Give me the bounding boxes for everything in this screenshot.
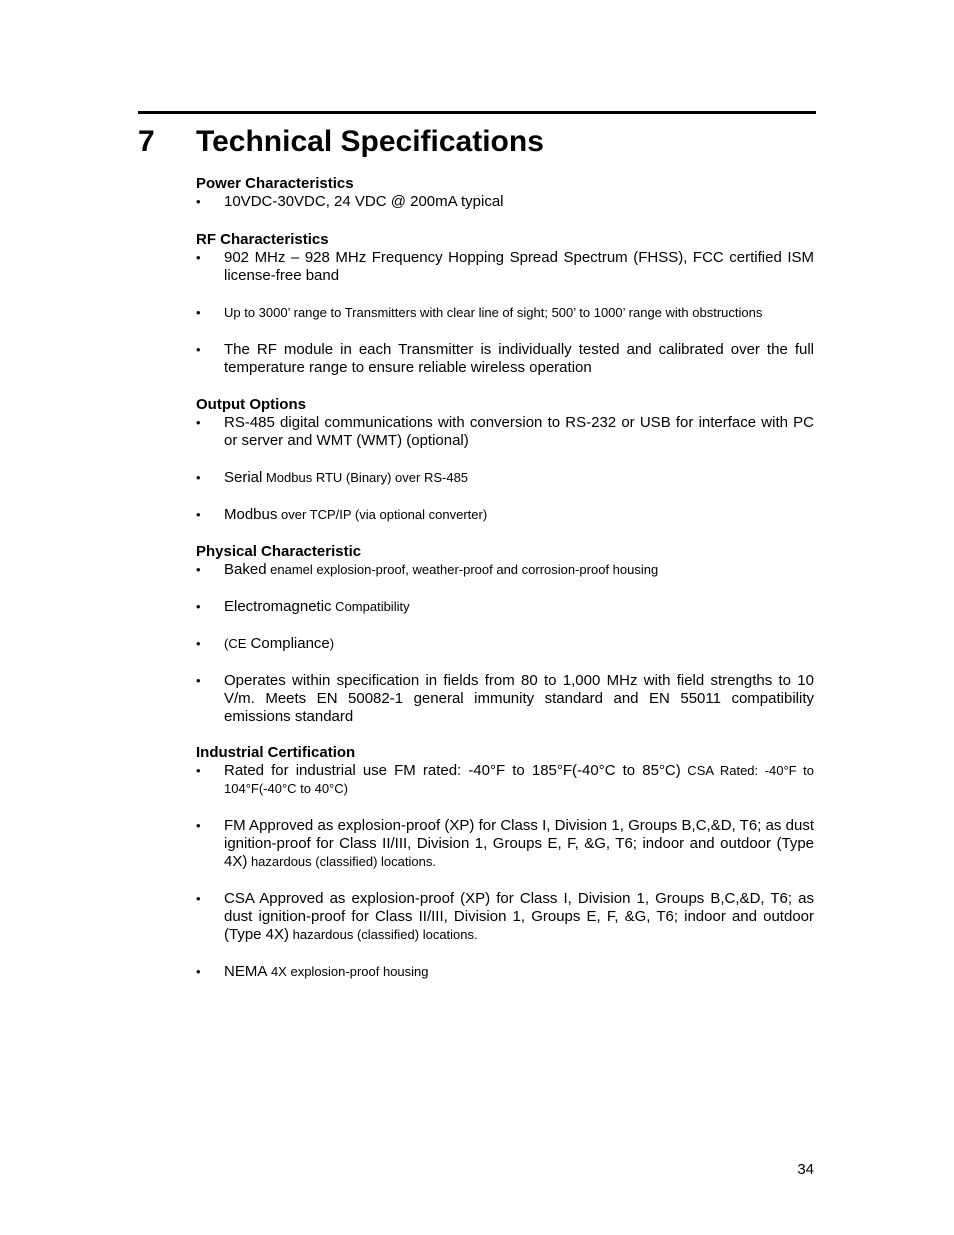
page-number: 34 bbox=[797, 1161, 814, 1178]
item-text: Modbus bbox=[224, 506, 278, 523]
item-text: 902 MHz – 928 MHz Frequency Hopping Spread Spectrum (FHSS), FCC certified ISM license-free band bbox=[224, 249, 814, 284]
chapter-number: 7 bbox=[138, 125, 155, 158]
bullet-icon: • bbox=[196, 636, 201, 651]
chapter-title: Technical Specifications bbox=[196, 125, 544, 158]
section-heading: RF Characteristics bbox=[196, 231, 329, 248]
section-heading: Industrial Certification bbox=[196, 744, 356, 761]
item-text: NEMA bbox=[224, 963, 268, 980]
section-physical bbox=[196, 543, 814, 726]
bullet-icon: • bbox=[196, 599, 201, 614]
list-item bbox=[196, 635, 814, 653]
list-item bbox=[196, 414, 814, 450]
bullet-list bbox=[196, 193, 814, 211]
section-industrial bbox=[196, 744, 814, 981]
list-item bbox=[196, 193, 814, 211]
bullet-icon: • bbox=[196, 818, 201, 833]
bullet-list bbox=[196, 249, 814, 377]
list-item bbox=[196, 341, 814, 377]
list-item bbox=[196, 598, 814, 616]
bullet-icon: • bbox=[196, 562, 201, 577]
item-text-small: hazardous (classified) locations. bbox=[247, 854, 436, 869]
list-item bbox=[196, 672, 814, 726]
item-text-small: enamel explosion-proof, weather-proof and corrosion-proof housing bbox=[266, 562, 659, 577]
item-text: 10VDC-30VDC, 24 VDC @ 200mA typical bbox=[224, 193, 504, 210]
section-rf bbox=[196, 231, 814, 377]
section-heading: Output Options bbox=[196, 396, 306, 413]
bullet-icon: • bbox=[196, 507, 201, 522]
item-text: Operates within specification in fields from 80 to 1,000 MHz with field strengths to 10 V/m. Meets EN 50082-1 general immunity standard and EN 55011 compatibility emissions standard bbox=[224, 672, 814, 725]
list-item bbox=[196, 762, 814, 798]
list-item bbox=[196, 817, 814, 871]
item-text: CSA Approved as explosion-proof (XP) for Class I, Division 1, Groups B,C,&D, T6; as dust ignition-proof for Class II/III, Division 1, Groups E, F, &G, T6; indoor and outdoor (Type 4X) bbox=[224, 890, 814, 943]
bullet-icon: • bbox=[196, 673, 201, 688]
bullet-icon: • bbox=[196, 342, 201, 357]
bullet-icon: • bbox=[196, 415, 201, 430]
list-item bbox=[196, 304, 814, 322]
list-item bbox=[196, 890, 814, 944]
list-item bbox=[196, 963, 814, 981]
section-heading: Physical Characteristic bbox=[196, 543, 362, 560]
item-text: Up to 3000’ range to Transmitters with clear line of sight; 500’ to 1000’ range with obstructions bbox=[224, 305, 763, 320]
item-text-small: over TCP/IP (via optional converter) bbox=[277, 507, 488, 522]
chapter-rule bbox=[138, 111, 816, 114]
bullet-icon: • bbox=[196, 470, 201, 485]
bullet-icon: • bbox=[196, 891, 201, 906]
bullet-icon: • bbox=[196, 194, 201, 209]
list-item bbox=[196, 469, 814, 487]
item-text: Baked bbox=[224, 561, 267, 578]
item-text-small: 4X explosion-proof housing bbox=[267, 964, 429, 979]
item-text: RS-485 digital communications with conversion to RS-232 or USB for interface with PC or server and WMT (WMT) (optional) bbox=[224, 414, 814, 449]
item-text-small: Modbus RTU (Binary) over RS-485 bbox=[262, 470, 469, 485]
item-text-small: ) bbox=[329, 636, 335, 651]
item-text-small: CSA Rated: -40°F to 104°F(-40°C to 40°C) bbox=[224, 763, 814, 796]
item-text: Serial bbox=[224, 469, 263, 486]
item-text: Electromagnetic bbox=[224, 598, 332, 615]
list-item bbox=[196, 506, 814, 524]
item-text: Compliance bbox=[246, 635, 330, 652]
bullet-icon: • bbox=[196, 763, 201, 778]
bullet-icon: • bbox=[196, 250, 201, 265]
section-heading: Power Characteristics bbox=[196, 175, 354, 192]
bullet-icon: • bbox=[196, 305, 201, 320]
section-output bbox=[196, 396, 814, 524]
bullet-list bbox=[196, 561, 814, 726]
item-text: Rated for industrial use FM rated: -40°F to 185°F(-40°C to 85°C) bbox=[224, 762, 681, 779]
bullet-list bbox=[196, 414, 814, 524]
item-text: FM Approved as explosion-proof (XP) for Class I, Division 1, Groups B,C,&D, T6; as dust ignition-proof for Class II/III, Division 1, Groups E, F, &G, T6; indoor and outdoor (Type 4X) bbox=[224, 817, 814, 870]
item-text: The RF module in each Transmitter is individually tested and calibrated over the full temperature range to ensure reliable wireless operation bbox=[224, 341, 814, 376]
item-text-small: Compatibility bbox=[331, 599, 410, 614]
chapter-heading bbox=[138, 120, 816, 164]
bullet-icon: • bbox=[196, 964, 201, 979]
section-power bbox=[196, 175, 814, 211]
list-item bbox=[196, 561, 814, 579]
item-text-small: hazardous (classified) locations. bbox=[289, 927, 478, 942]
item-text-small: (CE bbox=[224, 636, 247, 651]
bullet-list bbox=[196, 762, 814, 981]
list-item bbox=[196, 249, 814, 285]
